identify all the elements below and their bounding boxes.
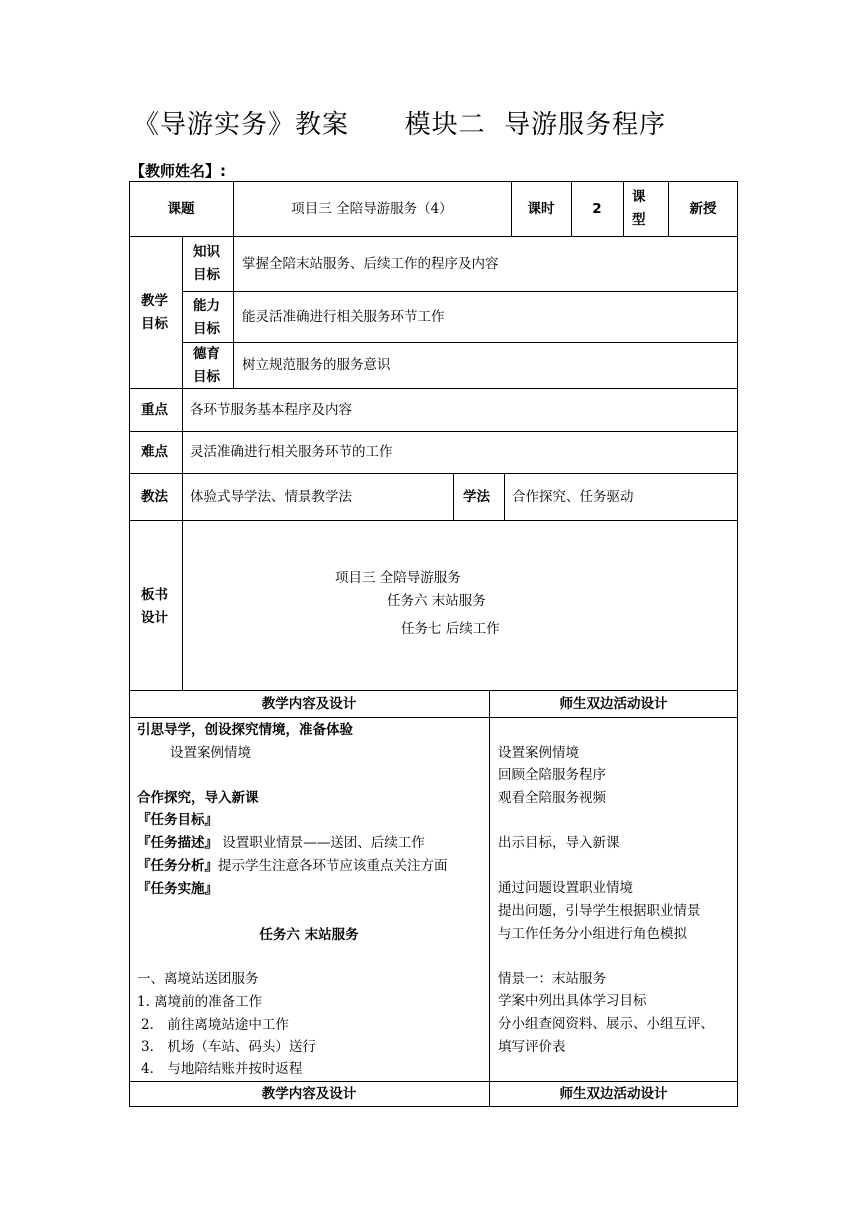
activity-5: 通过问题设置职业情境 xyxy=(498,880,633,896)
activity-design-header-repeat: 师生双边活动设计 xyxy=(559,1086,668,1102)
step-3: 3． 机场（车站、码头）送行 xyxy=(141,1039,316,1055)
step-1: 1. 离境前的准备工作 xyxy=(137,994,263,1010)
step-4: 4． 与地陪结账并按时返程 xyxy=(141,1061,303,1077)
step-2: 2． 前往离境站途中工作 xyxy=(141,1017,289,1033)
hours-label: 课时 xyxy=(527,201,555,217)
topic-value: 项目三 全陪导游服务（4） xyxy=(291,201,453,217)
teacher-name-label: 【教师姓名】: xyxy=(130,162,226,180)
ability-goal-text: 能灵活准确进行相关服务环节工作 xyxy=(242,309,445,325)
section-intro-heading: 引思导学，创设探究情境，准备体验 xyxy=(137,722,353,738)
lesson-type-label: 课 型 xyxy=(632,189,646,228)
task-analysis: 『任务分析』提示学生注意各环节应该重点关注方面 xyxy=(137,858,448,874)
goals-label: 教学 目标 xyxy=(141,293,168,332)
activity-design-header: 师生双边活动设计 xyxy=(559,696,668,712)
content-design-header-repeat: 教学内容及设计 xyxy=(261,1086,357,1102)
board-line-3: 任务七 后续工作 xyxy=(401,621,500,637)
key-point-text: 各环节服务基本程序及内容 xyxy=(190,402,352,418)
case-setup-text: 设置案例情境 xyxy=(170,745,251,761)
board-line-1: 项目三 全陪导游服务 xyxy=(335,570,461,586)
ability-goal-label: 能力 目标 xyxy=(193,298,220,337)
knowledge-goal-text: 掌握全陪末站服务、后续工作的程序及内容 xyxy=(242,256,499,272)
activity-1: 设置案例情境 xyxy=(498,745,579,761)
moral-goal-label: 德育 目标 xyxy=(193,346,220,385)
content-design-header: 教学内容及设计 xyxy=(261,696,357,712)
activity-3: 观看全陪服务视频 xyxy=(498,790,606,806)
task-goal-tag: 『任务目标』 xyxy=(137,812,218,828)
teaching-method-text: 体验式导学法、情景教学法 xyxy=(190,489,352,505)
task-six-heading: 任务六 末站服务 xyxy=(259,927,359,943)
learning-method-label: 学法 xyxy=(463,489,490,505)
activity-6: 提出问题，引导学生根据职业情景 xyxy=(498,903,701,919)
activity-4: 出示目标，导入新课 xyxy=(498,835,620,851)
activity-2: 回顾全陪服务程序 xyxy=(498,767,606,783)
board-design-label: 板书 设计 xyxy=(141,587,168,626)
page-title: 《导游实务》教案 模块二 导游服务程序 xyxy=(133,110,667,140)
hours-value: 2 xyxy=(592,201,602,217)
difficulty-text: 灵活准确进行相关服务环节的工作 xyxy=(190,444,393,460)
teaching-method-label: 教法 xyxy=(141,489,168,505)
section-explore-heading: 合作探究，导入新课 xyxy=(137,790,259,806)
board-line-2: 任务六 末站服务 xyxy=(387,593,486,609)
knowledge-goal-label: 知识 目标 xyxy=(193,244,220,283)
topic-label: 课题 xyxy=(167,201,195,217)
moral-goal-text: 树立规范服务的服务意识 xyxy=(242,357,391,373)
task-implementation-tag: 『任务实施』 xyxy=(137,881,218,897)
activity-9: 学案中列出具体学习目标 xyxy=(498,993,647,1009)
difficulty-label: 难点 xyxy=(141,444,168,460)
lesson-type-value: 新授 xyxy=(689,201,717,217)
activity-8: 情景一：末站服务 xyxy=(498,971,606,987)
activity-10: 分小组查阅资料、展示、小组互评、 xyxy=(498,1016,714,1032)
learning-method-text: 合作探究、任务驱动 xyxy=(512,489,634,505)
task-description: 『任务描述』 设置职业情景——送团、后续工作 xyxy=(137,835,425,851)
activity-7: 与工作任务分小组进行角色模拟 xyxy=(498,926,687,942)
step-heading: 一、离境站送团服务 xyxy=(137,971,259,987)
key-point-label: 重点 xyxy=(141,402,168,418)
activity-11: 填写评价表 xyxy=(498,1039,566,1055)
